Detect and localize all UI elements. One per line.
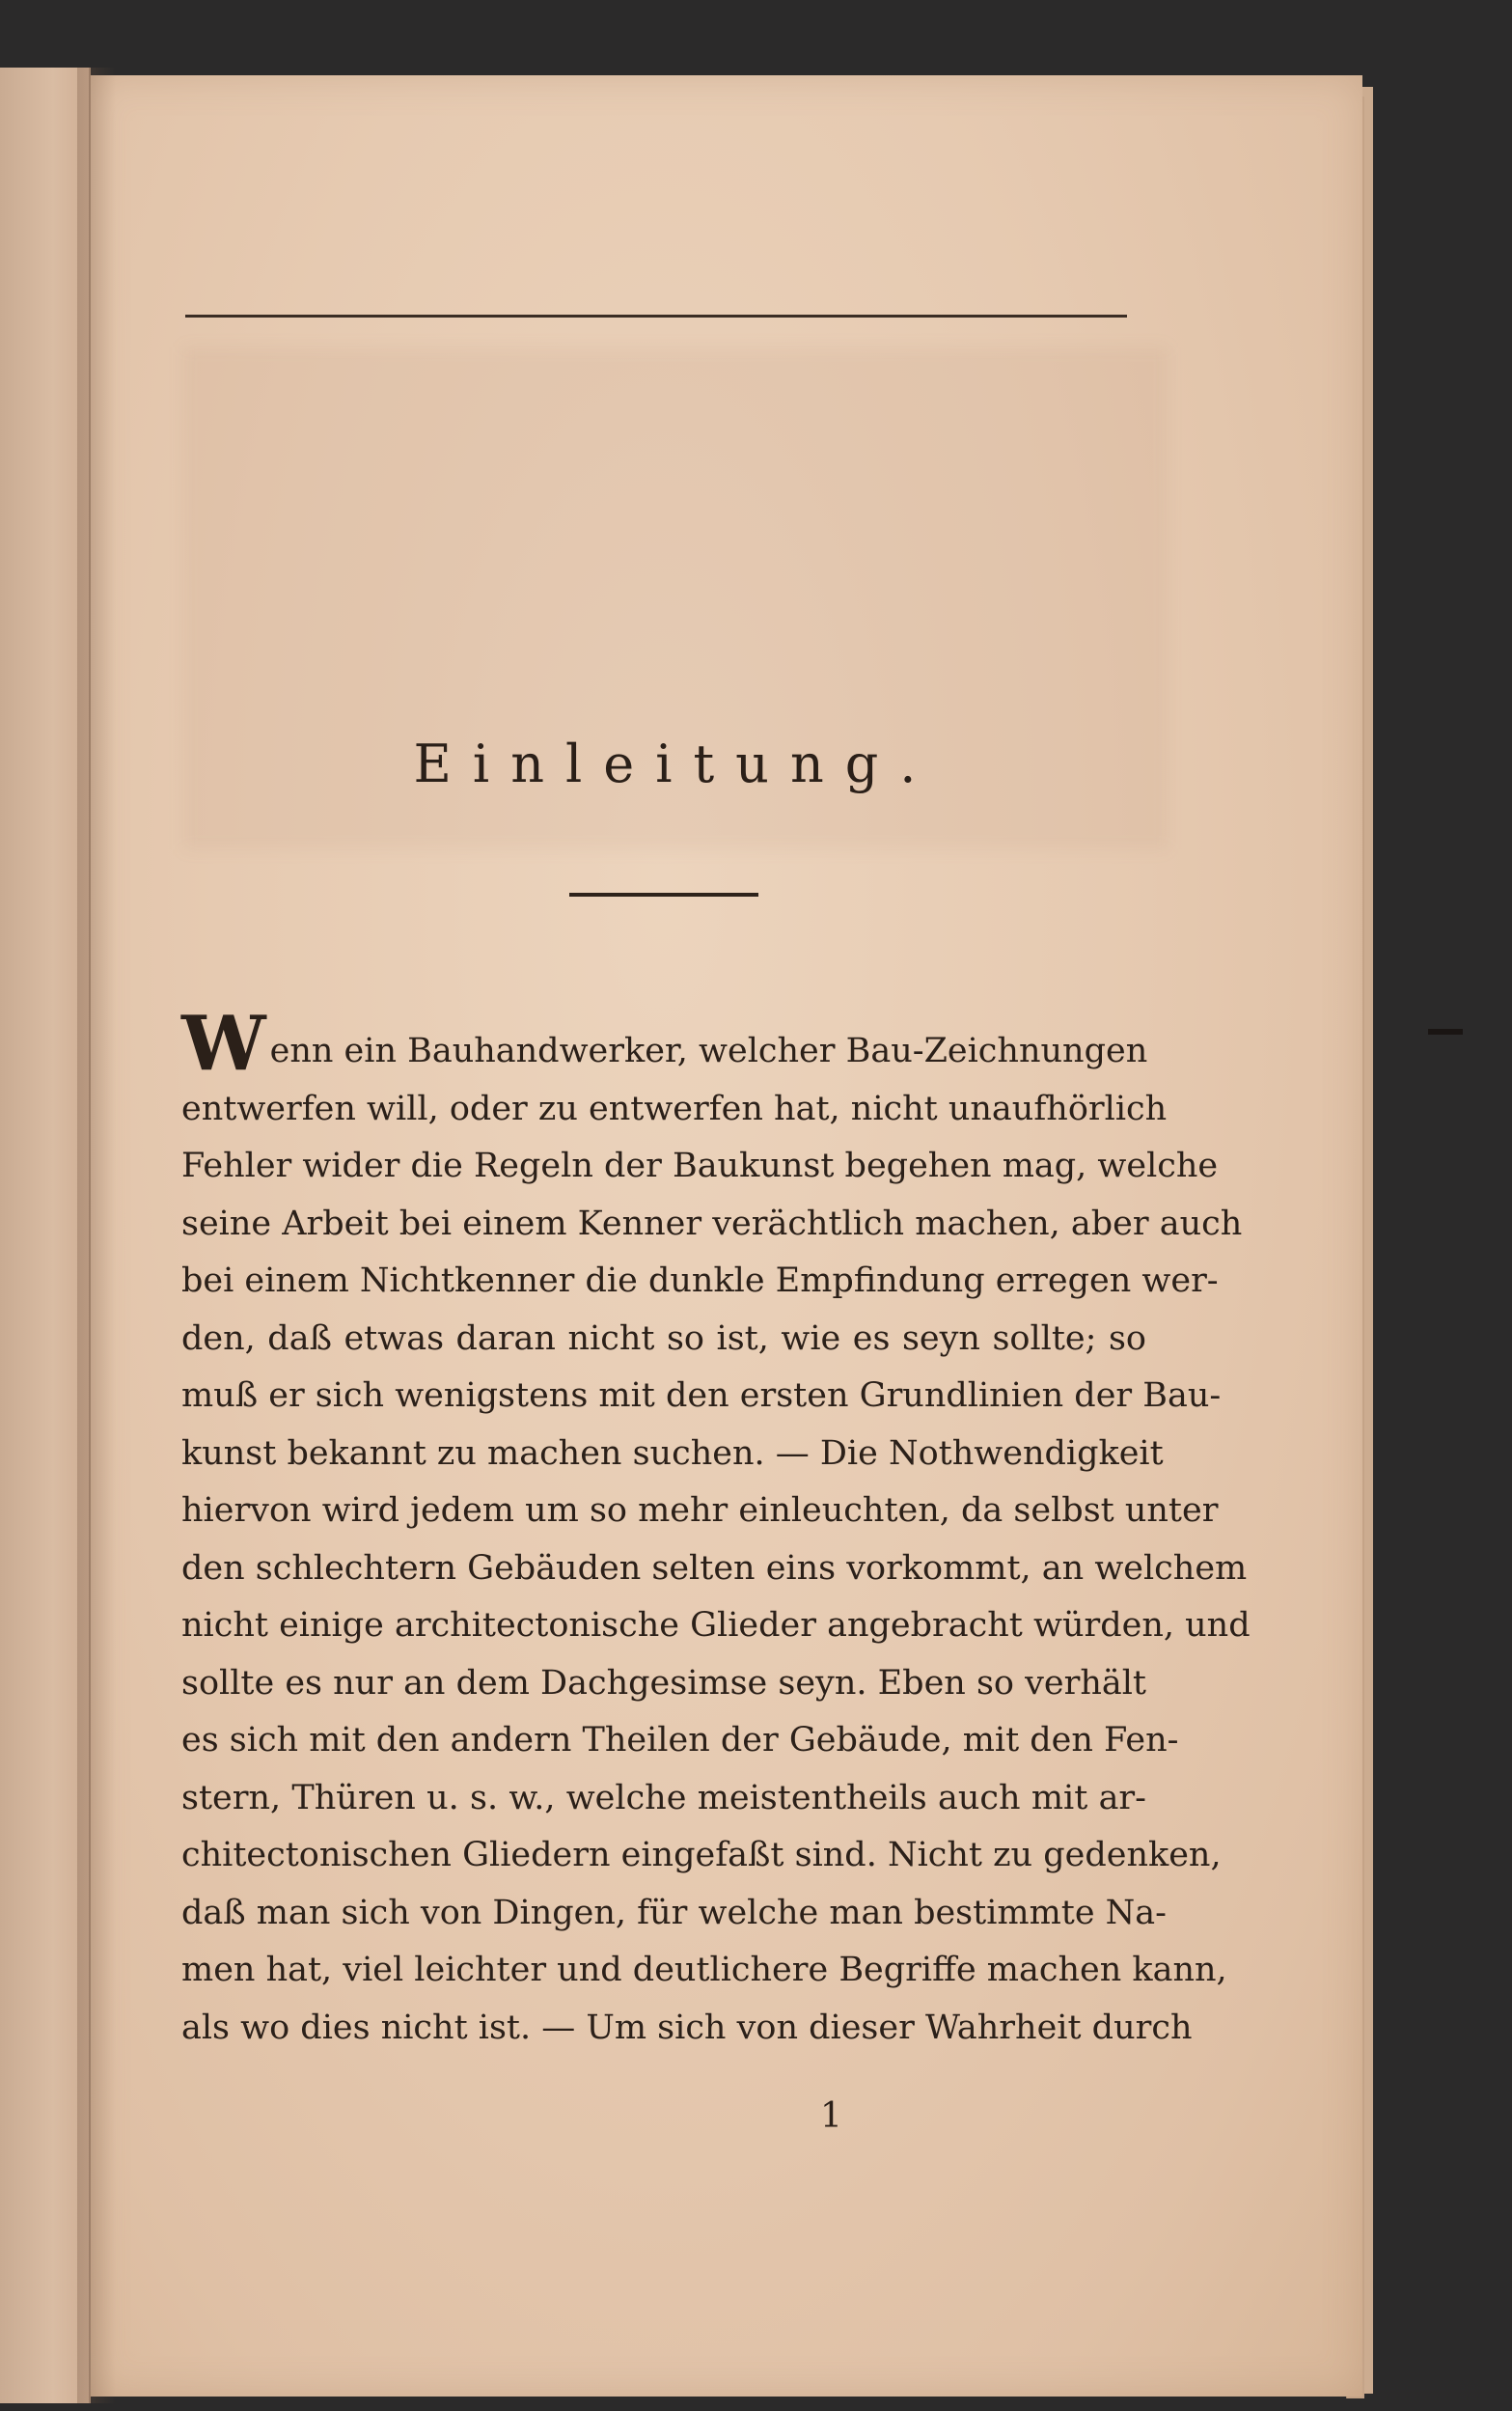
- chapter-heading: Einleitung.: [413, 734, 938, 794]
- text-line: den schlechtern Gebäuden selten eins vorkommt, an welchem: [181, 1548, 1248, 1588]
- heading-rule: [569, 893, 758, 897]
- text-line: es sich mit den andern Theilen der Gebäude, mit den Fen-: [181, 1721, 1179, 1760]
- text-line: muß er sich wenigstens mit den ersten Grundlinien der Bau-: [181, 1376, 1222, 1415]
- text-line: chitectonischen Gliedern eingefaßt sind. Nicht zu gedenken,: [181, 1836, 1222, 1874]
- text-line-last: als wo dies nicht ist. — Um sich von dieser Wahrheit durch: [181, 2008, 1193, 2047]
- text-line: stern, Thüren u. s. w., welche meistentheils auch mit ar-: [181, 1778, 1146, 1817]
- text-line: nicht einige architectonische Glieder angebracht würden, und: [181, 1606, 1251, 1645]
- text-line: hiervon wird jedem um so mehr einleuchten, da selbst unter: [181, 1491, 1219, 1530]
- text-line-1: enn ein Bauhandwerker, welcher Bau-Zeichnungen: [269, 1032, 1148, 1070]
- body-text: [181, 1000, 1251, 2057]
- spine-shadow: [77, 68, 116, 2403]
- top-rule: [185, 315, 1127, 318]
- text-line: kunst bekannt zu machen suchen. — Die Nothwendigkeit: [181, 1433, 1164, 1473]
- text-line: den, daß etwas daran nicht so ist, wie es seyn sollte; so: [181, 1318, 1146, 1358]
- text-line: entwerfen will, oder zu entwerfen hat, nicht unaufhörlich: [181, 1089, 1168, 1128]
- drop-capital: W: [181, 1000, 266, 1088]
- page-number: 1: [820, 2096, 842, 2136]
- text-line: seine Arbeit bei einem Kenner verächtlich machen, aber auch: [181, 1204, 1243, 1243]
- text-line: daß man sich von Dingen, für welche man bestimmte Na-: [181, 1893, 1167, 1932]
- text-line-first: [181, 1000, 1148, 1088]
- text-line: bei einem Nichtkenner die dunkle Empfindung erregen wer-: [181, 1261, 1219, 1300]
- edge-marker: [1428, 1029, 1463, 1035]
- text-line: men hat, viel leichter und deutlichere Begriffe machen kann,: [181, 1951, 1227, 1989]
- text-line: sollte es nur an dem Dachgesimse seyn. Eben so verhält: [181, 1663, 1146, 1703]
- text-line: Fehler wider die Regeln der Baukunst begehen mag, welche: [181, 1147, 1219, 1185]
